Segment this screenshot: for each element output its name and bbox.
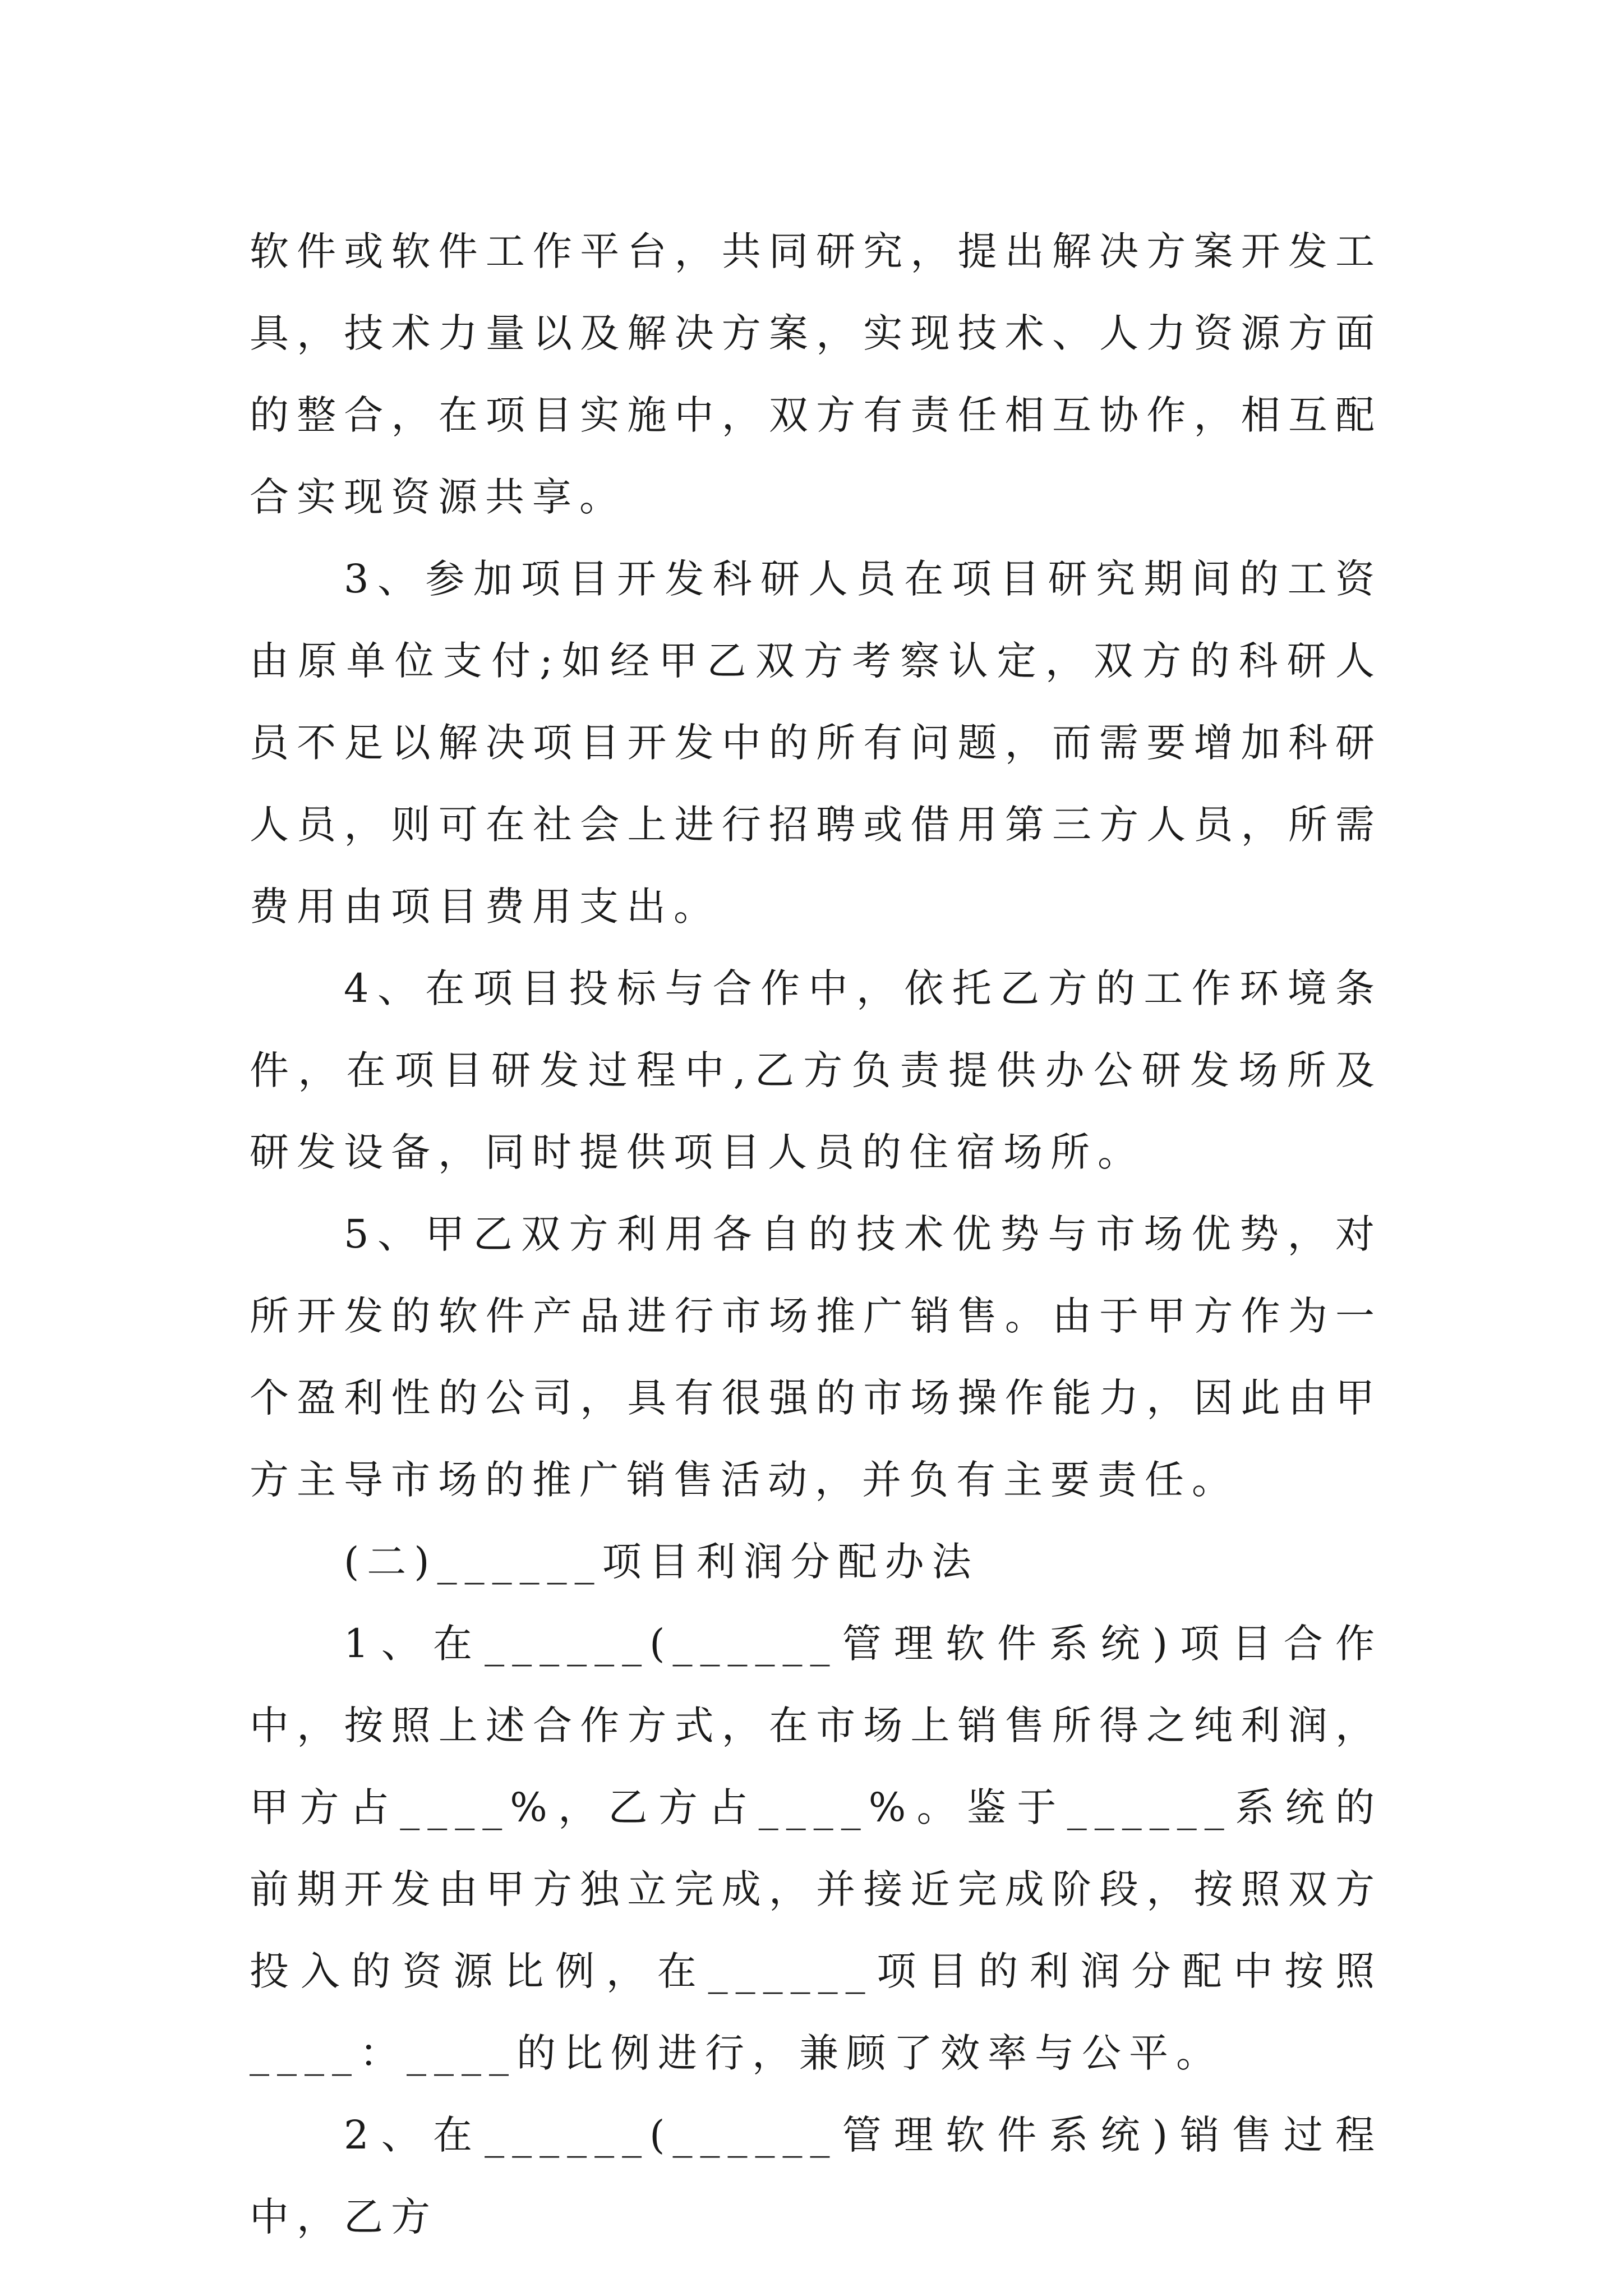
section-heading-profit-distribution: (二)______项目利润分配办法 (344, 1539, 979, 1585)
paragraph-clause-4: 4、在项目投标与合作中，依托乙方的工作环境条件，在项目研发过程中,乙方负责提供办公研发场所及研发设备，同时提供项目人员的住宿场所。 (250, 965, 1382, 1175)
paragraph-profit-clause-2: 2、在______(______管理软件系统)销售过程中，乙方 (250, 2112, 1382, 2240)
paragraph-clause-5: 5、甲乙双方利用各自的技术优势与市场优势，对所开发的软件产品进行市场推广销售。由于甲方作为一个盈利性的公司，具有很强的市场操作能力，因此由甲方主导市场的推广销售活动，并负有主要责任。 (250, 1211, 1382, 1503)
paragraph-clause-3: 3、参加项目开发科研人员在项目研究期间的工资由原单位支付;如经甲乙双方考察认定，双方的科研人员不足以解决项目开发中的所有问题，而需要增加科研人员，则可在社会上进行招聘或借用第三方人员，所需费用由项目费用支出。 (250, 556, 1382, 930)
paragraph-continuation: 软件或软件工作平台，共同研究，提出解决方案开发工具，技术力量以及解决方案，实现技术、人力资源方面的整合，在项目实施中，双方有责任相互协作，相互配合实现资源共享。 (250, 228, 1382, 520)
paragraph-profit-clause-1: 1、在______(______管理软件系统)项目合作中，按照上述合作方式，在市场上销售所得之纯利润，甲方占____%，乙方占____%。鉴于______系统的前期开发由甲方独立完成，并接近完成阶段，按照双方投入的资源比例，在______项目的利润分配中按照____：____的比例进行，兼顾了效率与公平。 (250, 1621, 1382, 2076)
document-body (250, 210, 1382, 2258)
